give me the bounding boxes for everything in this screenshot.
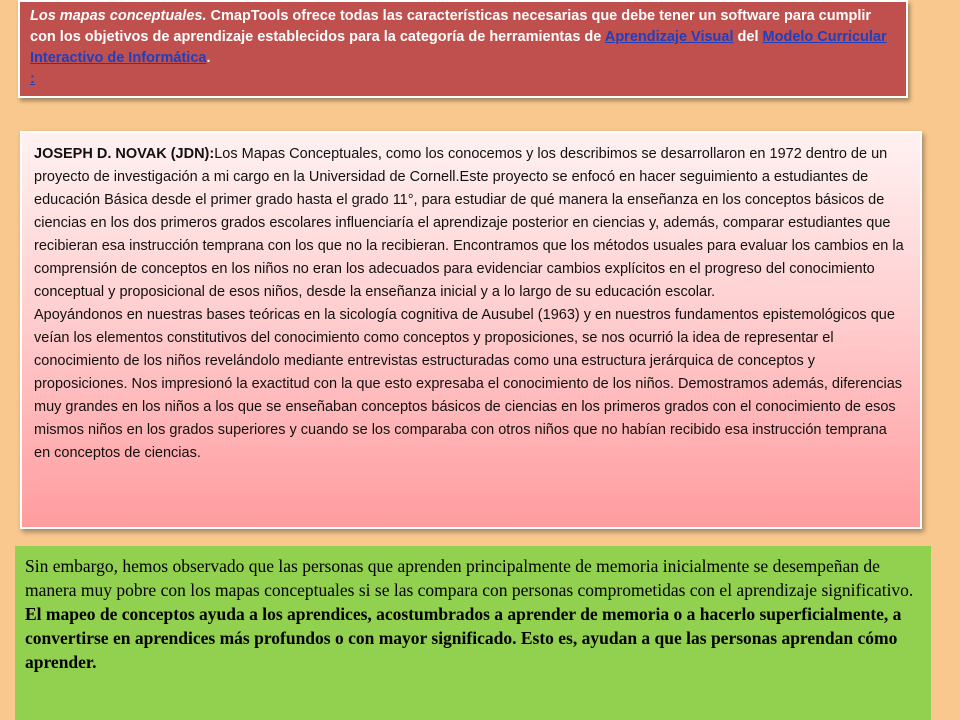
link-aprendizaje-visual[interactable]: Aprendizaje Visual: [604, 29, 734, 45]
novak-paragraph-2: Apoyándonos en nuestras bases teóricas en la sicología cognitiva de Ausubel (1963) y en nuestros fundamentos epistemológicos que veían los elementos constitutivos del conocimiento como conceptos y proposiciones, se nos ocurrió la idea de representar el conocimiento de los niños revelándolo mediante entrevistas estructuradas como una estructura jerárquica de conceptos y proposiciones. Nos impresionó la exactitud con la que esto expresaba el conocimiento de los niños. Demostramos además, diferencias muy grandes en los niños a los que se enseñaban conceptos básicos de ciencias en los primeros grados con el conocimiento de esos mismos niños en los grados superiores y cuando se los comparaba con otros niños que no habían recibido esa instrucción temprana en conceptos de ciencias.: [34, 307, 903, 461]
novak-text-box: [20, 131, 922, 529]
trailing-link[interactable]: :: [30, 71, 35, 87]
top-period: .: [206, 50, 211, 66]
novak-lead: JOSEPH D. NOVAK (JDN):: [34, 146, 215, 162]
top-text-box: [18, 0, 908, 98]
summary-normal-text: Sin embargo, hemos observado que las personas que aprenden principalmente de memoria inicialmente se desempeñan de manera muy pobre con los mapas conceptuales si se las compara con personas comprometidas con el aprendizaje significativo.: [25, 556, 914, 600]
link-modelo-curricular[interactable]: Modelo Curricular Interactivo de Informática: [30, 29, 887, 66]
summary-text-box: [15, 546, 931, 720]
top-del-text: del: [733, 29, 763, 45]
top-italic-title: Los mapas conceptuales.: [30, 8, 207, 24]
novak-paragraph-1: Los Mapas Conceptuales, como los conocemos y los describimos se desarrollaron en 1972 dentro de un proyecto de investigación a mi cargo en la Universidad de Cornell.Este proyecto se enfocó en hacer seguimiento a estudiantes de educación Básica desde el primer grado hasta el grado 11°, para estudiar de qué manera la enseñanza en los conceptos básicos de ciencias en los dos primeros grados escolares influenciaría el aprendizaje posterior en ciencias y, además, comparar estudiantes que recibieran esa instrucción temprana con los que no la recibieran. Encontramos que los métodos usuales para evaluar los cambios en la comprensión de conceptos en los niños no eran los adecuados para evidenciar cambios explícitos en el progreso del conocimiento conceptual y proposicional de esos niños, desde la enseñanza inicial y a lo largo de su educación escolar.: [34, 146, 904, 300]
summary-bold-text: El mapeo de conceptos ayuda a los aprendices, acostumbrados a aprender de memoria o a hacerlo superficialmente, a convertirse en aprendices más profundos o con mayor significado. Esto es, ayudan a que las personas aprendan cómo aprender.: [25, 604, 902, 672]
top-main-text: CmapTools ofrece todas las características necesarias que debe tener un software para cumplir con los objetivos de aprendizaje establecidos para la categoría de herramientas de: [30, 8, 872, 45]
